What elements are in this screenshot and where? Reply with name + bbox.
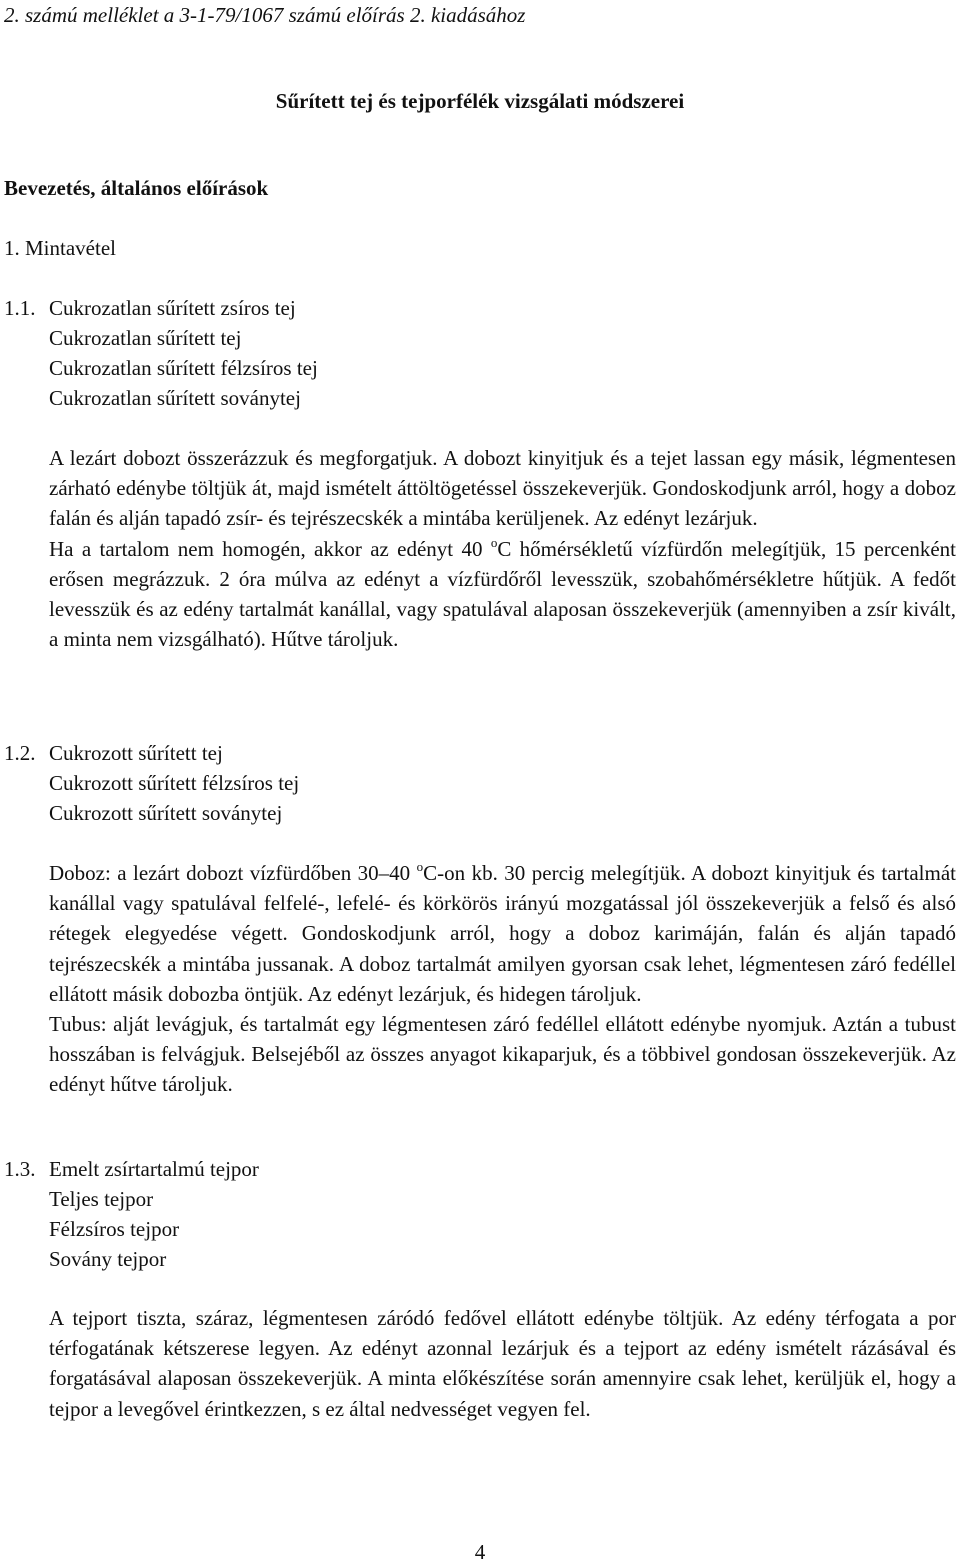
subsection-number: 1.2. [4,741,36,765]
product-list [49,1154,259,1274]
subsection-number: 1.1. [4,296,36,320]
page-title: Sűrített tej és tejporfélék vizsgálati módszerei [275,89,685,113]
text-span: Doboz: a lezárt dobozt vízfürdőben 30–40 [49,861,417,885]
paragraph: Tubus: alját levágjuk, és tartalmát egy légmentesen záró fedéllel ellátott edénybe nyomjuk. Aztán a tubust hosszában is felvágjuk. Belsejéből az összes anyagot kikaparjuk, és a többivel gondosan összekeverjük. Az edényt hűtve tároljuk. [49,1012,956,1097]
degree-superscript: o [416,859,424,874]
paragraph-1-3 [49,1303,956,1424]
list-item: Sovány tejpor [49,1247,167,1271]
section-heading: 1. Mintavétel [4,236,116,260]
list-item: Cukrozatlan sűrített zsíros tej [49,296,296,320]
list-item: Emelt zsírtartalmú tejpor [49,1157,259,1181]
product-list [49,738,299,828]
list-item: Félzsíros tejpor [49,1217,180,1241]
list-item: Cukrozatlan sűrített soványtej [49,386,301,410]
paragraph: A tejport tiszta, száraz, légmentesen záródó fedővel ellátott edénybe töltjük. Az edény térfogata a por térfogatának kétszerese legyen. Az edényt azonnal lezárjuk és a tejport az edény ismételt rázásával és forgatásával alaposan összekeverjük. A minta előkészítése során amennyire csak lehet, kerüljük el, hogy a tejpor a levegővel érintkezzen, s ez által nedvességet vegyen fel. [49,1306,956,1421]
list-item: Cukrozott sűrített tej [49,741,223,765]
list-item: Cukrozott sűrített soványtej [49,801,283,825]
list-item: Cukrozatlan sűrített tej [49,326,242,350]
text-span: Ha a tartalom nem homogén, akkor az edényt 40 [49,536,491,561]
page-number: 4 [474,1540,486,1564]
list-item: Cukrozatlan sűrített félzsíros tej [49,356,318,380]
paragraph [49,534,956,655]
paragraph: A lezárt dobozt összerázzuk és megforgatjuk. A dobozt kinyitjuk és a tejet lassan egy másik, légmentesen zárható edénybe töltjük át, majd ismételt áttöltögetéssel összekeverjük. Gondoskodjunk arról, hogy a doboz falán és alján tapadó zsír- és tejrészecskék a mintába kerüljenek. Az edényt lezárjuk. [49,446,956,531]
list-item: Teljes tejpor [49,1187,154,1211]
paragraph [49,858,956,1009]
text-span: C-on kb. 30 percig melegítjük. A dobozt kinyitjuk és tartalmát kanállal vagy spatulával felfelé-, lefelé- és körkörös irányú mozgatással jól összekeverjük a felső és alsó rétegek elegyedése végett. Gondoskodjunk arról, hogy a doboz karimáján, falán és alján tapadó tejrészecskék a mintába jussanak. A doboz tartalmát amilyen gyorsan csak lehet, légmentesen záró fedéllel ellátott másik dobozba öntjük. Az edényt lezárjuk, és hidegen tároljuk. [49,861,957,1006]
text-span: C hőmérsékletű vízfürdőn melegítjük, 15 percenként erősen megrázzuk. 2 óra múlva az edényt a vízfürdőről levesszük, szobahőmérsékletre hűtjük. A fedőt levesszük és az edény tartalmát kanállal, vagy spatulával alaposan összekeverjük (amennyiben a zsír kivált, a minta nem vizsgálható). Hűtve tároljuk. [49,536,956,652]
paragraph-1-1 [49,443,956,654]
subsection-number: 1.3. [4,1157,36,1181]
intro-heading: Bevezetés, általános előírások [4,176,269,200]
product-list [49,293,318,413]
paragraph-1-2 [49,858,956,1100]
document-header: 2. számú melléklet a 3-1-79/1067 számú előírás 2. kiadásához [4,3,526,27]
list-item: Cukrozott sűrített félzsíros tej [49,771,300,795]
degree-superscript: o [490,534,498,550]
